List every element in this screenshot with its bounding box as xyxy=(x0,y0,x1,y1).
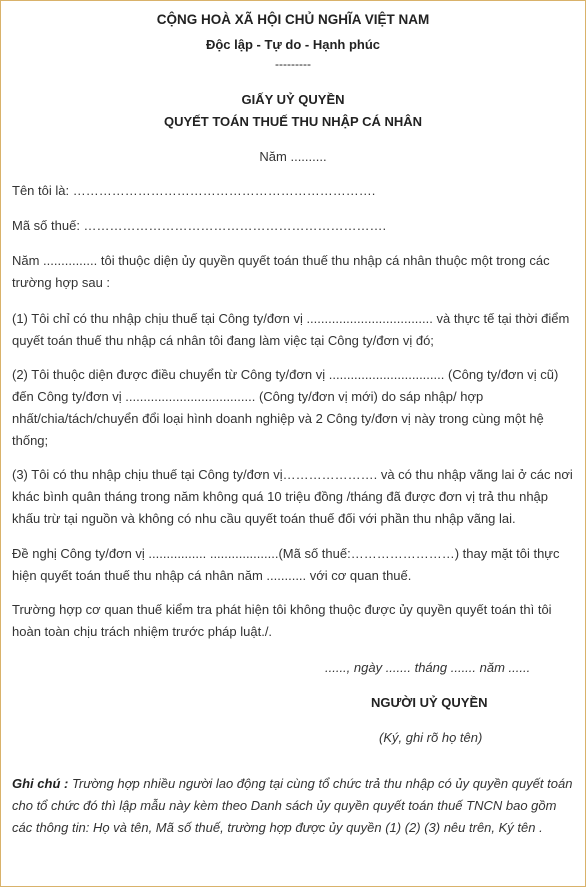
footnote xyxy=(12,773,574,839)
footnote-label: Ghi chú : xyxy=(12,776,69,791)
signature-date-line: ......, ngày ....... tháng ....... năm ...... xyxy=(325,660,531,675)
case-1-paragraph xyxy=(12,308,574,352)
request-paragraph xyxy=(12,543,574,587)
case-2-text: (2) Tôi thuộc diện được điều chuyển từ Công ty/đơn vị ................................ (Công ty/đơn vị cũ) đến Công ty/đơn vị .................................... (Công ty/đơn vị mới) do sáp nhập/ hợp nhất/chia/tách/chuyển đổi loại hình doanh nghiệp và 2 Công ty/đơn vị này trong cùng một hệ thống; xyxy=(12,367,559,448)
commitment-paragraph xyxy=(12,599,574,643)
name-field: Tên tôi là: ……………………………………………………………. xyxy=(12,183,376,198)
signer-role: NGƯỜI UỶ QUYỀN xyxy=(371,695,488,710)
motto: Độc lập - Tự do - Hạnh phúc xyxy=(205,37,381,52)
intro-paragraph xyxy=(12,250,574,294)
year-line: Năm .......... xyxy=(259,149,327,164)
signature-note: (Ký, ghi rõ họ tên) xyxy=(379,730,483,745)
case-2-paragraph xyxy=(12,364,574,452)
intro-text: Năm ............... tôi thuộc diện ủy quyền quyết toán thuế thu nhập cá nhân thuộc một trong các trường hợp sau : xyxy=(12,253,550,290)
document-subtitle: QUYẾT TOÁN THUẾ THU NHẬP CÁ NHÂN xyxy=(163,114,423,129)
case-3-text: (3) Tôi có thu nhập chịu thuế tại Công ty/đơn vị…………………. và có thu nhập vãng lai ở các nơi khác bình quân tháng trong năm không quá 10 triệu đồng /tháng đã được đơn vị trả thu nhập khấu trừ tại nguồn và không có nhu cầu quyết toán thuế đối với phần thu nhập vãng lai. xyxy=(12,467,573,526)
footnote-text: Trường hợp nhiều người lao động tại cùng tổ chức trả thu nhập có ủy quyền quyết toán cho tổ chức đó thì lập mẫu này kèm theo Danh sách ủy quyền quyết toán thuế TNCN bao gồm các thông tin: Họ và tên, Mã số thuế, trường hợp được ủy quyền (1) (2) (3) nêu trên, Ký tên . xyxy=(12,776,573,835)
case-1-text: (1) Tôi chỉ có thu nhập chịu thuế tại Công ty/đơn vị ................................... và thực tế tại thời điểm quyết toán thuế thu nhập cá nhân tôi đang làm việc tại Công ty/đơn vị đó; xyxy=(12,311,570,348)
nation-heading: CỘNG HOÀ XÃ HỘI CHỦ NGHĨA VIỆT NAM xyxy=(156,12,430,27)
header-separator: --------- xyxy=(275,57,311,71)
tax-code-field: Mã số thuế: ……………………………………………………………. xyxy=(12,218,387,233)
case-3-paragraph xyxy=(12,464,574,530)
document-title: GIẤY UỶ QUYỀN xyxy=(241,92,345,107)
request-text: Đề nghị Công ty/đơn vị ................ ...................(Mã số thuế:……………………) thay mặt tôi thực hiện quyết toán thuế thu nhập cá nhân năm ........... với cơ quan thuế. xyxy=(12,546,560,583)
commitment-text: Trường hợp cơ quan thuế kiểm tra phát hiện tôi không thuộc được ủy quyền quyết toán thì tôi hoàn toàn chịu trách nhiệm trước pháp luật./. xyxy=(12,602,552,639)
